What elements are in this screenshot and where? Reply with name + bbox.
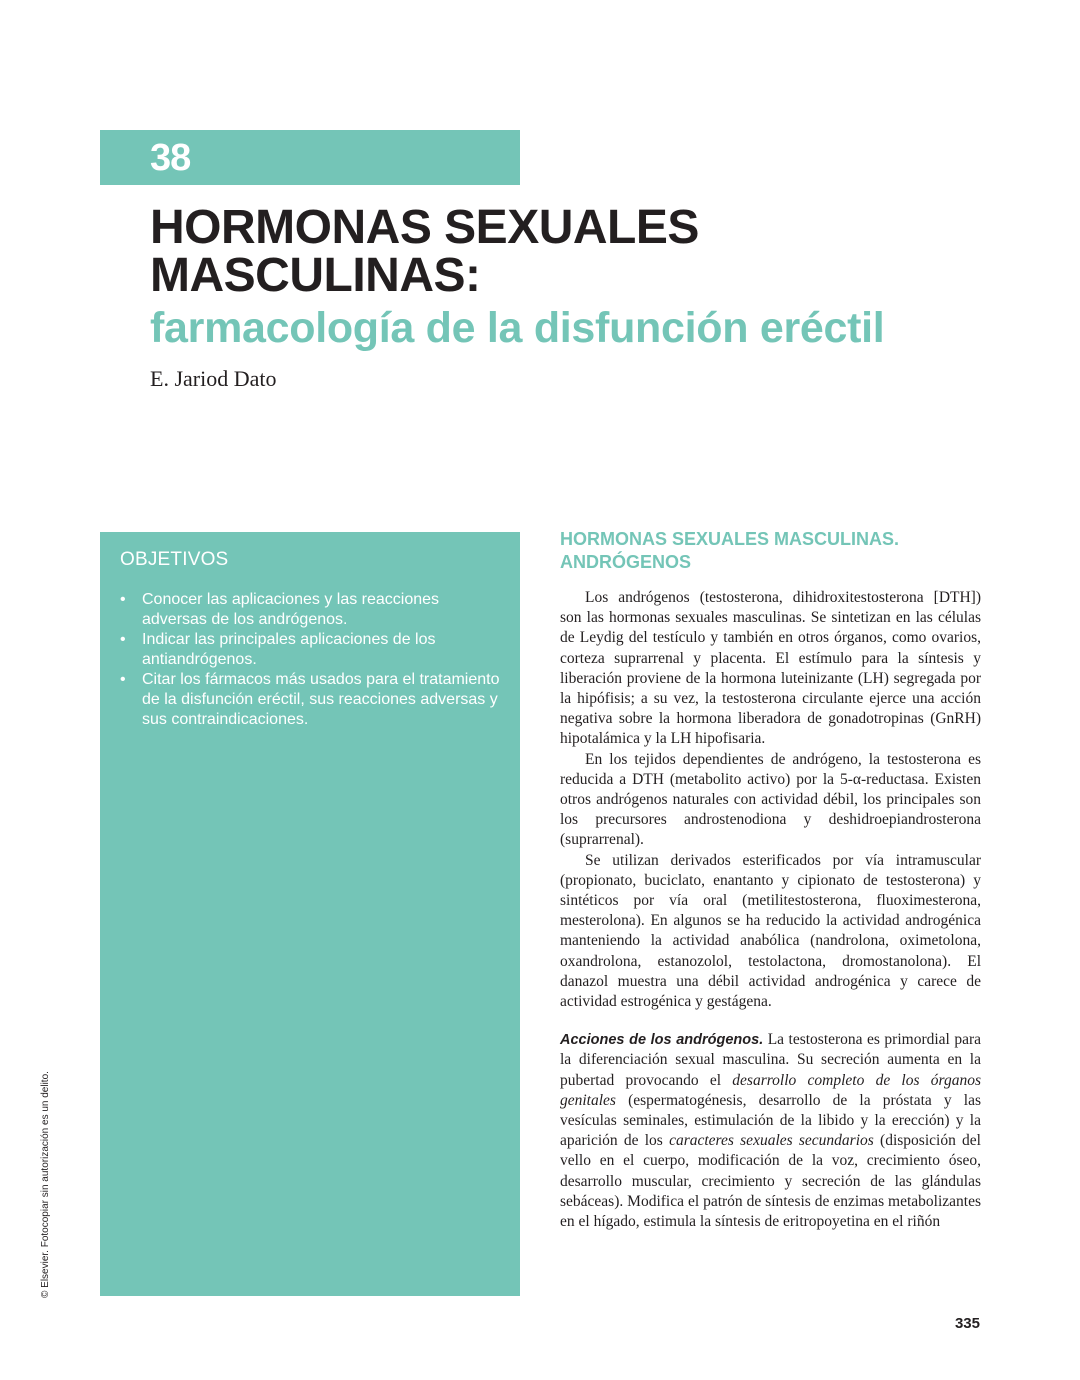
objectives-list: [120, 590, 502, 730]
main-column: [560, 528, 981, 1232]
bullet-icon: •: [120, 591, 126, 608]
chapter-title-line: HORMONAS SEXUALES: [150, 201, 699, 254]
chapter-title: [150, 201, 699, 302]
run-in-heading: Acciones de los andrógenos.: [560, 1032, 764, 1049]
italic-term: desarrollo completo de los órganos genitales: [560, 1071, 981, 1109]
objective-item: • Indicar las principales aplicaciones de los antiandrógenos.: [120, 631, 436, 668]
author-name: E. Jariod Dato: [150, 366, 277, 391]
actions-paragraph: Acciones de los andrógenos. La testosterona es primordial para la diferenciación sexual masculina. Su secreción aumenta en la pubertad provocando el desarrollo completo de los órganos genitales (espermatogénesis, desarrollo de la próstata y las vesículas seminales, estimulación de la libido y la erección) y la aparición de los caracteres sexuales secundarios (disposición del vello en el cuerpo, modificación de la voz, crecimiento óseo, desarrollo muscular, crecimiento y secreción de las glándulas sebáceas). Modifica el patrón de síntesis de enzimas metabolizantes en el hígado, estimula la síntesis de eritropoyetina en el riñón: [560, 1031, 981, 1231]
page-number: 335: [954, 1315, 980, 1332]
chapter-title-line: MASCULINAS:: [150, 249, 481, 302]
objectives-title: OBJETIVOS: [120, 549, 229, 570]
section-heading-line: HORMONAS SEXUALES MASCULINAS.: [560, 529, 900, 549]
body-paragraph: En los tejidos dependientes de andrógeno, la testosterona es reducida a DTH (metabolito activo) por la 5-α-reductasa. Existen otros andrógenos naturales con actividad débil, los principales son los precursores androstenodiona y deshidroepiandrosterona (suprarrenal).: [560, 750, 981, 849]
chapter-subtitle: farmacología de la disfunción eréctil: [150, 304, 885, 352]
section-heading: [560, 528, 981, 574]
copyright-notice: © Elsevier. Fotocopiar sin autorización es un delito.: [40, 1071, 51, 1298]
body-paragraph: Se utilizan derivados esterificados por vía intramuscular (propionato, buciclato, enantanto y cipionato de testosterona) y sintéticos por vía oral (metilitestosterona, fluoximesterona, mesterolona). En algunos se ha reducido la actividad androgénica manteniendo la actividad anabólica (nandrolona, oximetolona, oxandrolona, estanozolol, testolactona, dromostanolona). El danazol muestra una débil actividad androgénica y carece de actividad estrogénica y gestágena.: [560, 851, 981, 1011]
objective-item: • Citar los fármacos más usados para el tratamiento de la disfunción eréctil, sus reacciones adversas y sus contraindicaciones.: [120, 671, 500, 728]
italic-term: caracteres sexuales secundarios: [669, 1132, 874, 1150]
objective-item: • Conocer las aplicaciones y las reacciones adversas de los andrógenos.: [120, 591, 440, 628]
bullet-icon: •: [120, 631, 126, 648]
bullet-icon: •: [120, 671, 126, 688]
objectives-box: [100, 532, 520, 1296]
chapter-number: 38: [150, 137, 191, 179]
body-paragraph: Los andrógenos (testosterona, dihidroxitestosterona [DTH]) son las hormonas sexuales masculinas. Se sintetizan en las células de Leydig del testículo y también en otros órganos, como ovarios, corteza suprarrenal y placenta. El estímulo para la síntesis y liberación proviene de la hormona luteinizante (LH) segregada por la hipófisis; a su vez, la testosterona circulante ejerce una acción negativa sobre la hormona liberadora de gonadotropinas (GnRH) hipotalámica y la LH hipofisaria.: [560, 589, 981, 748]
section-heading-line: ANDRÓGENOS: [560, 552, 692, 572]
